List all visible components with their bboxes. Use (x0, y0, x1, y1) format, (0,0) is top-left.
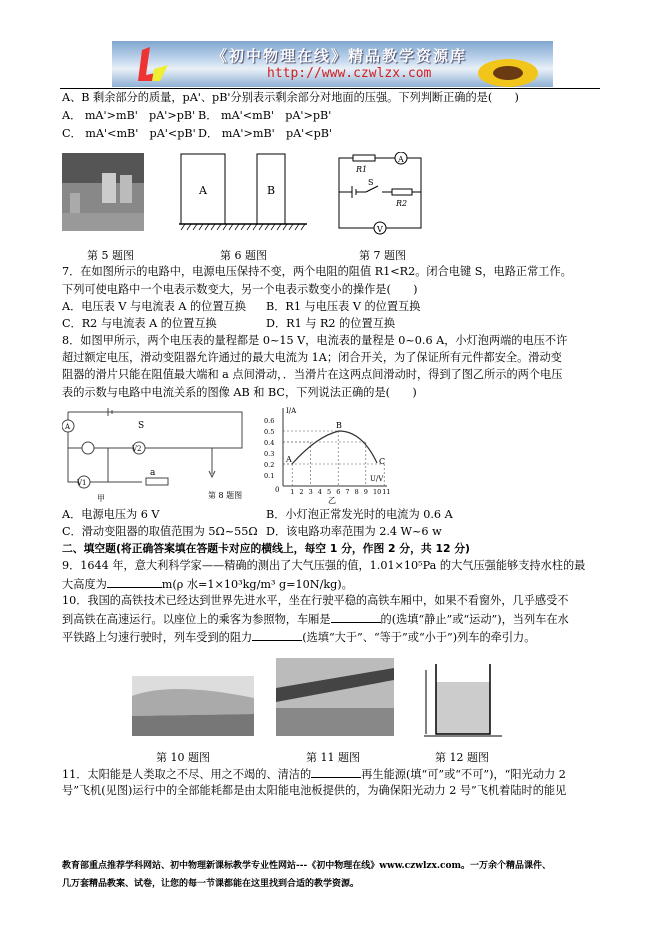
q5-option-b: B． mA'<mB' pA'>pB' (198, 109, 332, 122)
x-tick-label: 7 (345, 488, 350, 496)
v2-label: V2 (132, 445, 142, 453)
block-b-label: B (267, 184, 276, 197)
fig7-circuit (338, 152, 428, 236)
fig8-right-label: 乙 (328, 496, 336, 504)
footer-line2: 几万套精品教案、试卷，让您的每一节课都能在这里找到合适的教学资源。 (62, 879, 360, 889)
q10-line2-end: 的(选填“静止”或“运动”)，当列车在水 (380, 613, 569, 626)
y-tick-label: 0.4 (264, 439, 275, 447)
x-tick-label: 1 (290, 488, 295, 496)
header-banner (112, 41, 553, 87)
q8-option-b: B．小灯泡正常发光时的电流为 0.6 A (266, 508, 453, 521)
q8-line3: 阻器的滑片只能在阻值最大端和 a 点间滑动，．当滑片在这两点间滑动时，得到了图乙所示的两个电压 (62, 368, 563, 381)
block-a-label: A (199, 184, 207, 197)
fig11-plane-photo (276, 658, 394, 736)
q5-option-c: C． mA'<mB' pA'<pB' (62, 127, 196, 140)
q10-answer-blank-1[interactable] (331, 611, 381, 623)
q10-answer-blank-2[interactable] (252, 629, 302, 641)
sunflower-icon (473, 45, 543, 87)
y-tick-label: 0.3 (264, 450, 275, 458)
x-tick-label: 6 (336, 488, 341, 496)
q11-line2: 号”飞机(见图)运行中的全部能耗都是由太阳能电池板提供的，为确保阳光动力 2 号”飞机着陆时的能见 (62, 784, 567, 797)
q8-line4: 表的示数与电路中电流关系的图像 AB 和 BC，下列说法正确的是( ) (62, 386, 417, 399)
x-tick-label: 8 (354, 488, 359, 496)
q5-stem: A、B 剩余部分的质量，pA'、pB'分别表示剩余部分对地面的压强。下列判断正确的是( ) (62, 91, 519, 104)
y-tick-label: 0.6 (264, 417, 275, 425)
fig8-left-label: 甲 (97, 494, 105, 503)
fig5-photo (62, 153, 144, 231)
y-tick-label: 0.2 (264, 461, 275, 469)
fig12-beaker (424, 660, 504, 740)
fig8-caption: 第 8 题图 (208, 491, 243, 500)
curve-abc (292, 431, 377, 464)
q10-line3-start: 平铁路上匀速行驶时，列车受到的阻力 (62, 631, 253, 644)
q7-line1: 7．在如图所示的电路中，电源电压保持不变，两个电阻的阻值 R1<R2。闭合电键 S，电路正常工作。 (62, 265, 572, 278)
x-tick-label: 5 (327, 488, 332, 496)
x-tick-label: 11 (382, 488, 391, 496)
q8-line1: 8．如图甲所示，两个电压表的量程都是 0~15 V，电流表的量程是 0~0.6 A，小灯泡两端的电压不许 (62, 334, 568, 347)
fig11-caption: 第 11 题图 (306, 751, 360, 764)
y-tick-label: 0.1 (264, 472, 275, 480)
origin-label: 0 (275, 486, 280, 494)
fig8-graph (262, 406, 392, 504)
y-axis-label: I/A (286, 407, 297, 415)
header-rule (60, 88, 600, 89)
q11-line1-end: 再生能源(填“可”或“不可”)，“阳光动力 2 (361, 768, 566, 781)
r2-label: R2 (396, 199, 408, 208)
q9-answer-blank[interactable] (107, 576, 162, 588)
fig10-train-photo (132, 676, 254, 736)
ammeter-label: A (398, 155, 404, 164)
fig7-caption: 第 7 题图 (359, 249, 406, 262)
q7-option-c: C．R2 与电流表 A 的位置互换 (62, 317, 217, 330)
q8-line2: 超过额定电压，滑动变阻器允许通过的最大电流为 1A；闭合开关，为了保证所有元件都安全。滑动变 (62, 351, 562, 364)
q7-option-a: A．电压表 V 与电流表 A 的位置互换 (62, 300, 246, 313)
fig6-caption: 第 6 题图 (220, 249, 267, 262)
point-a-label: a (150, 468, 156, 478)
ammeter-label: A (65, 423, 71, 431)
x-tick-label: 10 (373, 488, 382, 496)
q8-option-a: A．电源电压为 6 V (62, 508, 160, 521)
x-tick-label: 9 (363, 488, 368, 496)
fig10-caption: 第 10 题图 (156, 751, 210, 764)
q8-option-c: C．滑动变阻器的取值范围为 5Ω~55Ω (62, 525, 258, 538)
q7-line2: 下列可使电路中一个电表示数变大，另一个电表示数变小的操作是( ) (62, 283, 418, 296)
q11-answer-blank[interactable] (311, 766, 361, 778)
x-tick-label: 4 (317, 488, 322, 496)
q10-line3-end: (选填“大于”、“等于”或“小于”)列车的牵引力。 (302, 631, 536, 644)
y-tick-label: 0.5 (264, 428, 275, 436)
q8-option-d: D．该电路功率范围为 2.4 W~6 w (266, 525, 442, 538)
v1-label: V1 (77, 479, 87, 487)
x-tick-label: 2 (299, 488, 304, 496)
q11-line1-start: 11．太阳能是人类取之不尽、用之不竭的、清洁的 (62, 768, 312, 781)
q10-line2-start: 到高铁在高速运行。以座位上的乘客为参照物，车厢是 (62, 613, 331, 626)
banner-title: 《初中物理在线》精品教学资源库 (212, 47, 468, 65)
point-c-label: C (379, 457, 386, 466)
logo-icon (134, 45, 174, 85)
banner-url[interactable]: http://www.czwlzx.com (267, 66, 432, 81)
switch-label: S (138, 421, 145, 431)
x-tick-label: 3 (308, 488, 313, 496)
q9-line1: 9．1644 年，意大利科学家——精确的测出了大气压强的值，1.01×10⁵Pa 的大气压强能够支持水柱的最 (62, 559, 586, 572)
fig6-blocks (179, 152, 309, 242)
q10-line1: 10．我国的高铁技术已经达到世界先进水平，坐在行驶平稳的高铁车厢中，如果不看窗外，几乎感受不 (62, 594, 569, 607)
q5-option-d: D． mA'>mB' pA'<pB' (198, 127, 333, 140)
x-axis-label: U/V (370, 475, 384, 483)
point-b-label: B (336, 421, 342, 430)
q9-line2-end: m(ρ 水=1×10³kg/m³ g=10N/kg)。 (161, 578, 353, 591)
voltmeter-label: V (377, 225, 383, 234)
q9-line2-start: 大高度为 (62, 578, 107, 591)
q7-option-b: B．R1 与电压表 V 的位置互换 (266, 300, 421, 313)
q5-option-a: A． mA'>mB' pA'>pB' (62, 109, 196, 122)
r1-label: R1 (356, 165, 368, 174)
fig5-caption: 第 5 题图 (87, 249, 134, 262)
point-a-label: A (286, 455, 292, 464)
footer-line1: 教育部重点推荐学科网站、初中物理新课标教学专业性网站---《初中物理在线》www.czwlzx.com。一万余个精品课件、 (62, 861, 552, 871)
q7-option-d: D．R1 与 R2 的位置互换 (266, 317, 396, 330)
section2-heading: 二、填空题(将正确答案填在答题卡对应的横线上，每空 1 分，作图 2 分，共 12 分) (62, 542, 470, 555)
fig12-caption: 第 12 题图 (435, 751, 489, 764)
switch-label: S (368, 178, 374, 187)
